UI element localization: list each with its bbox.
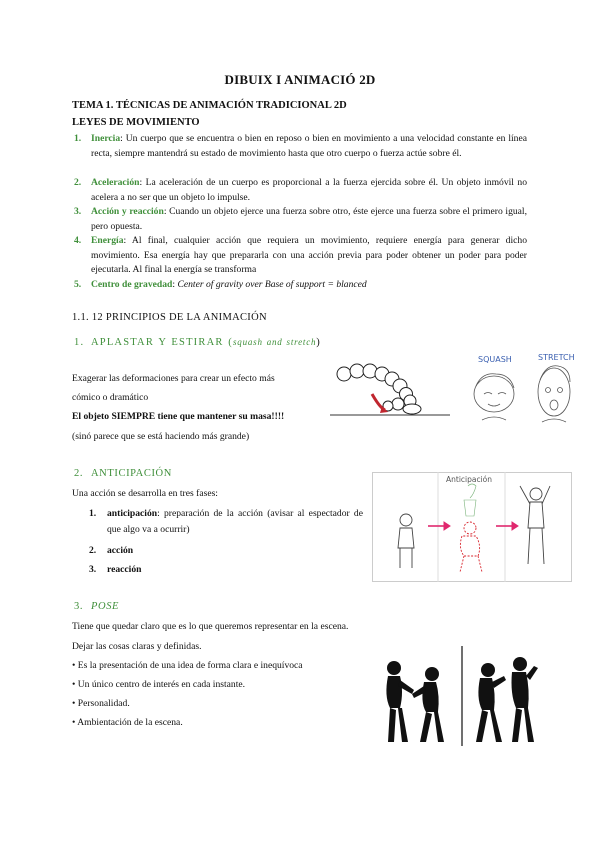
principios-heading: 1.1. 12 PRINCIPIOS DE LA ANIMACIÓN <box>72 312 267 323</box>
law-name: Inercia <box>91 133 121 144</box>
law-item <box>74 234 527 278</box>
pose-title: POSE <box>91 601 120 612</box>
law-item <box>74 205 527 234</box>
anticipacion-item-number: 2. <box>89 545 97 556</box>
law-number: 1. <box>74 133 82 144</box>
anticipacion-heading <box>74 468 172 479</box>
pose-silhouettes-figure <box>380 646 540 746</box>
pose-bullet: • Ambientación de la escena. <box>72 717 183 728</box>
anticipacion-item <box>89 544 134 559</box>
anticipacion-item-bold: acción <box>107 545 134 556</box>
anticipacion-number: 2. <box>74 468 84 479</box>
anticipation-label: Anticipación <box>446 475 493 484</box>
pose-line2: Dejar las cosas claras y definidas. <box>72 641 202 652</box>
page-title: DIBUIX I ANIMACIÓ 2D <box>224 72 376 87</box>
law-name: Aceleración <box>91 177 140 188</box>
law-number: 2. <box>74 177 82 188</box>
law-name: Acción y reacción <box>91 206 164 217</box>
anticipacion-item <box>89 506 363 538</box>
leyes-heading: LEYES DE MOVIMIENTO <box>72 117 200 128</box>
anticipacion-item-bold: reacción <box>107 564 142 575</box>
squash-stretch-faces-figure <box>462 350 582 430</box>
tema-heading: TEMA 1. TÉCNICAS DE ANIMACIÓN TRADICIONAL 2D <box>72 100 347 111</box>
aplastar-paren-open: ( <box>228 337 233 348</box>
law-number: 3. <box>74 206 82 217</box>
pose-line1: Tiene que quedar claro que es lo que queremos representar en la escena. <box>72 621 349 632</box>
anticipacion-item-number: 1. <box>89 508 97 519</box>
law-text-italic: Center of gravity over Base of support = blanced <box>177 279 367 290</box>
law-text: : <box>172 279 178 290</box>
pose-bullet: • Personalidad. <box>72 698 130 709</box>
law-name: Centro de gravedad <box>91 279 173 290</box>
law-item <box>74 176 527 205</box>
law-item <box>74 132 527 161</box>
aplastar-paren-close: ) <box>316 337 321 348</box>
aplastar-number: 1. <box>74 337 85 348</box>
law-name: Energía <box>91 235 124 246</box>
law-text: : Al final, cualquier acción que requiera un movimiento, requiere energía para generar dicho movimiento. Esa energía hay que prepararla con una acción previa para poder obtener un poder para poder ejecutarla. Al final la energía se transforma <box>91 235 527 276</box>
anticipacion-title: ANTICIPACIÓN <box>91 468 172 479</box>
anticipacion-intro: Una acción se desarrolla en tres fases: <box>72 488 218 499</box>
anticipacion-item <box>89 563 142 578</box>
aplastar-heading <box>74 334 321 351</box>
stretch-label: STRETCH <box>538 353 575 362</box>
aplastar-line2: cómico o dramático <box>72 392 149 403</box>
aplastar-line1: Exagerar las deformaciones para crear un efecto más <box>72 373 275 384</box>
law-number: 5. <box>74 279 82 290</box>
law-text: : Un cuerpo que se encuentra o bien en reposo o bien en movimiento a una velocidad constante en línea recta, siempre mantendrá su estado de movimiento hasta que otro cuerpo o fuerza actúe sobre él. <box>91 133 527 159</box>
pose-number: 3. <box>74 601 84 612</box>
aplastar-title: APLASTAR Y ESTIRAR <box>91 337 224 348</box>
squash-label: SQUASH <box>478 355 512 364</box>
aplastar-subtitle: squash and stretch <box>232 337 317 347</box>
law-number: 4. <box>74 235 82 246</box>
aplastar-bold-line: El objeto SIEMPRE tiene que mantener su masa!!!! <box>72 411 285 422</box>
law-text: : La aceleración de un cuerpo es proporcional a la fuerza ejercida sobre él. Un objeto inmóvil no acelera a no ser que un objeto lo impulse. <box>91 177 527 203</box>
anticipacion-item-bold: anticipación <box>107 508 158 519</box>
pose-bullet: • Un único centro de interés en cada instante. <box>72 679 246 690</box>
anticipation-figure <box>372 472 572 582</box>
bouncing-ball-figure <box>330 360 450 420</box>
pose-bullet: • Es la presentación de una idea de forma clara e inequívoca <box>72 660 303 671</box>
aplastar-paren-line: (sinó parece que se está haciendo más grande) <box>72 431 250 442</box>
law-text: : Cuando un objeto ejerce una fuerza sobre otro, éste ejerce una fuerza sobre el primero igual, pero opuesta. <box>91 206 527 232</box>
anticipacion-item-number: 3. <box>89 564 97 575</box>
law-item <box>74 278 527 293</box>
pose-heading <box>74 601 120 612</box>
anticipacion-item-text: : preparación de la acción (avisar al espectador de que algo va a ocurrir) <box>107 508 363 535</box>
